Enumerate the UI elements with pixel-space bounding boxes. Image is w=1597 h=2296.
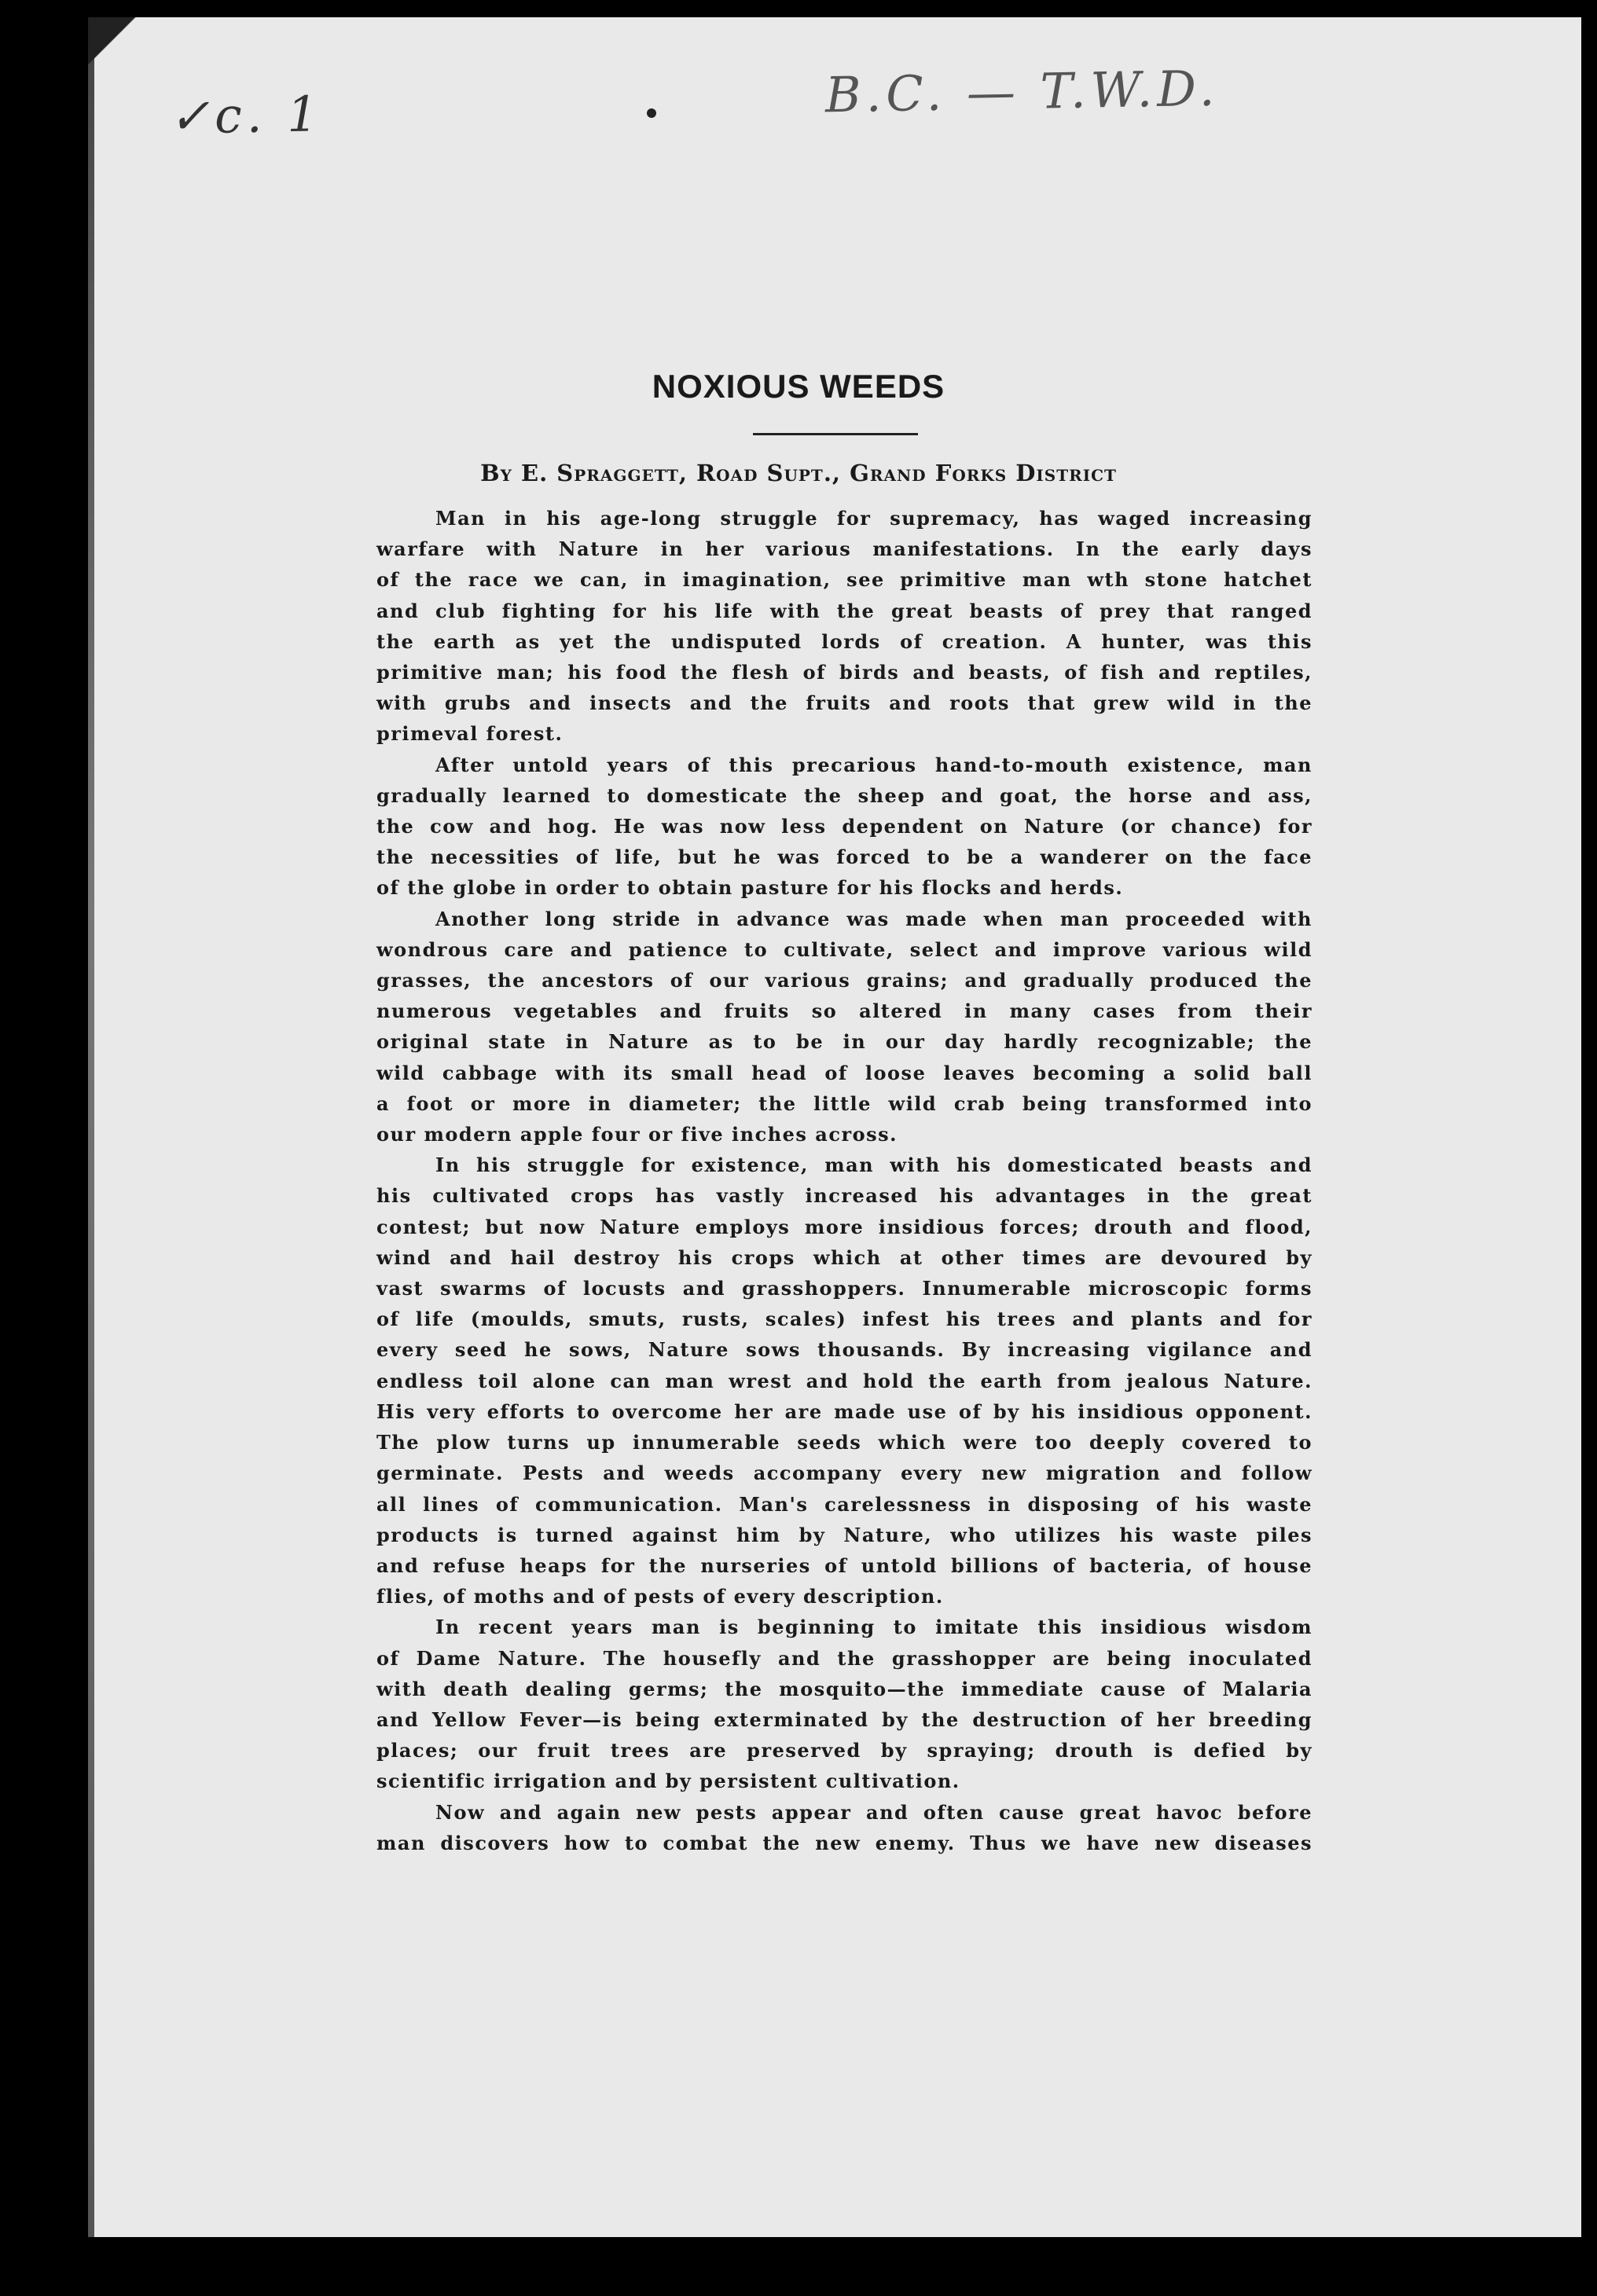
body-line: the earth as yet the undisputed lords of creation. A hunter, was this [376,629,1312,653]
body-line: man discovers how to combat the new enemy. Thus we have new diseases [376,1831,1312,1854]
body-line: and club fighting for his life with the great beasts of prey that ranged [376,599,1312,622]
body-line: After untold years of this precarious hand-to-mouth existence, man [435,753,1312,776]
body-line: vast swarms of locusts and grasshoppers. Innumerable microscopic forms [376,1277,1312,1300]
body-line: all lines of communication. Man's carelessness in disposing of his waste [376,1492,1312,1516]
body-line: In recent years man is beginning to imitate this insidious wisdom [435,1616,1312,1639]
body-line: In his struggle for existence, man with his domesticated beasts and [435,1154,1312,1177]
body-line: with grubs and insects and the fruits and roots that grew wild in the [376,691,1312,715]
body-line: scientific irrigation and by persistent cultivation. [376,1770,960,1793]
body-line: wild cabbage with its small head of loose leaves becoming a solid ball [376,1061,1312,1084]
body-line: places; our fruit trees are preserved by spraying; drouth is defied by [376,1739,1312,1762]
body-line: a foot or more in diameter; the little wild crab being transformed into [376,1091,1312,1115]
body-line: products is turned against him by Nature, who utilizes his waste piles [376,1523,1312,1546]
body-line: Now and again new pests appear and often cause great havoc before [435,1800,1312,1824]
ink-dot [647,108,656,118]
body-line: grasses, the ancestors of our various grains; and gradually produced the [376,969,1312,992]
title-divider [753,433,918,435]
body-line: endless toil alone can man wrest and hold the earth from jealous Nature. [376,1369,1312,1392]
body-line: germinate. Pests and weeds accompany every new migration and follow [376,1462,1312,1485]
body-line: primitive man; his food the flesh of birds and beasts, of fish and reptiles, [376,661,1312,684]
body-line: wondrous care and patience to cultivate, select and improve various wild [376,937,1312,961]
page-edge [88,17,94,2237]
body-line: Man in his age-long struggle for supremacy, has waged increasing [435,507,1312,530]
body-line: his cultivated crops has vastly increased his advantages in the great [376,1184,1312,1208]
handwritten-annotation-left: ✓c. 1 [168,85,324,145]
body-line: flies, of moths and of pests of every description. [376,1585,944,1608]
body-line: wind and hail destroy his crops which at other times are devoured by [376,1245,1312,1269]
body-line: of the race we can, in imagination, see primitive man wth stone hatchet [376,568,1312,592]
body-line: of life (moulds, smuts, rusts, scales) infest his trees and plants and for [376,1308,1312,1331]
body-line: and Yellow Fever—is being exterminated by the destruction of her breeding [376,1707,1312,1731]
article-title: NOXIOUS WEEDS [652,368,945,405]
body-line: contest; but now Nature employs more insidious forces; drouth and flood, [376,1215,1312,1238]
corner-fold [88,17,174,64]
handwritten-annotation-right: B.C. — T.W.D. [824,59,1220,124]
body-line: original state in Nature as to be in our day hardly recognizable; the [376,1030,1312,1054]
body-line: The plow turns up innumerable seeds which were too deeply covered to [376,1431,1312,1454]
body-line: and refuse heaps for the nurseries of untold billions of bacteria, of house [376,1553,1312,1577]
body-line: every seed he sows, Nature sows thousands. By increasing vigilance and [376,1338,1312,1362]
body-line: numerous vegetables and fruits so altered in many cases from their [376,999,1312,1023]
body-line: our modern apple four or five inches across. [376,1123,898,1146]
body-line: Another long stride in advance was made when man proceeded with [435,907,1312,930]
body-line: of Dame Nature. The housefly and the grasshopper are being inoculated [376,1646,1312,1670]
body-line: His very efforts to overcome her are made use of by his insidious opponent. [376,1399,1312,1423]
body-line: gradually learned to domesticate the sheep and goat, the horse and ass, [376,783,1312,807]
article-body [376,503,1312,1858]
body-line: with death dealing germs; the mosquito—the immediate cause of Malaria [376,1677,1312,1700]
body-line: the cow and hog. He was now less dependent on Nature (or chance) for [376,815,1312,838]
article-byline: By E. Spraggett, Road Supt., Grand Forks District [480,460,1117,486]
body-line: primeval forest. [376,722,564,746]
body-line: of the globe in order to obtain pasture for his flocks and herds. [376,876,1124,900]
body-line: warfare with Nature in her various manifestations. In the early days [376,537,1312,561]
body-line: the necessities of life, but he was forced to be a wanderer on the face [376,845,1312,869]
